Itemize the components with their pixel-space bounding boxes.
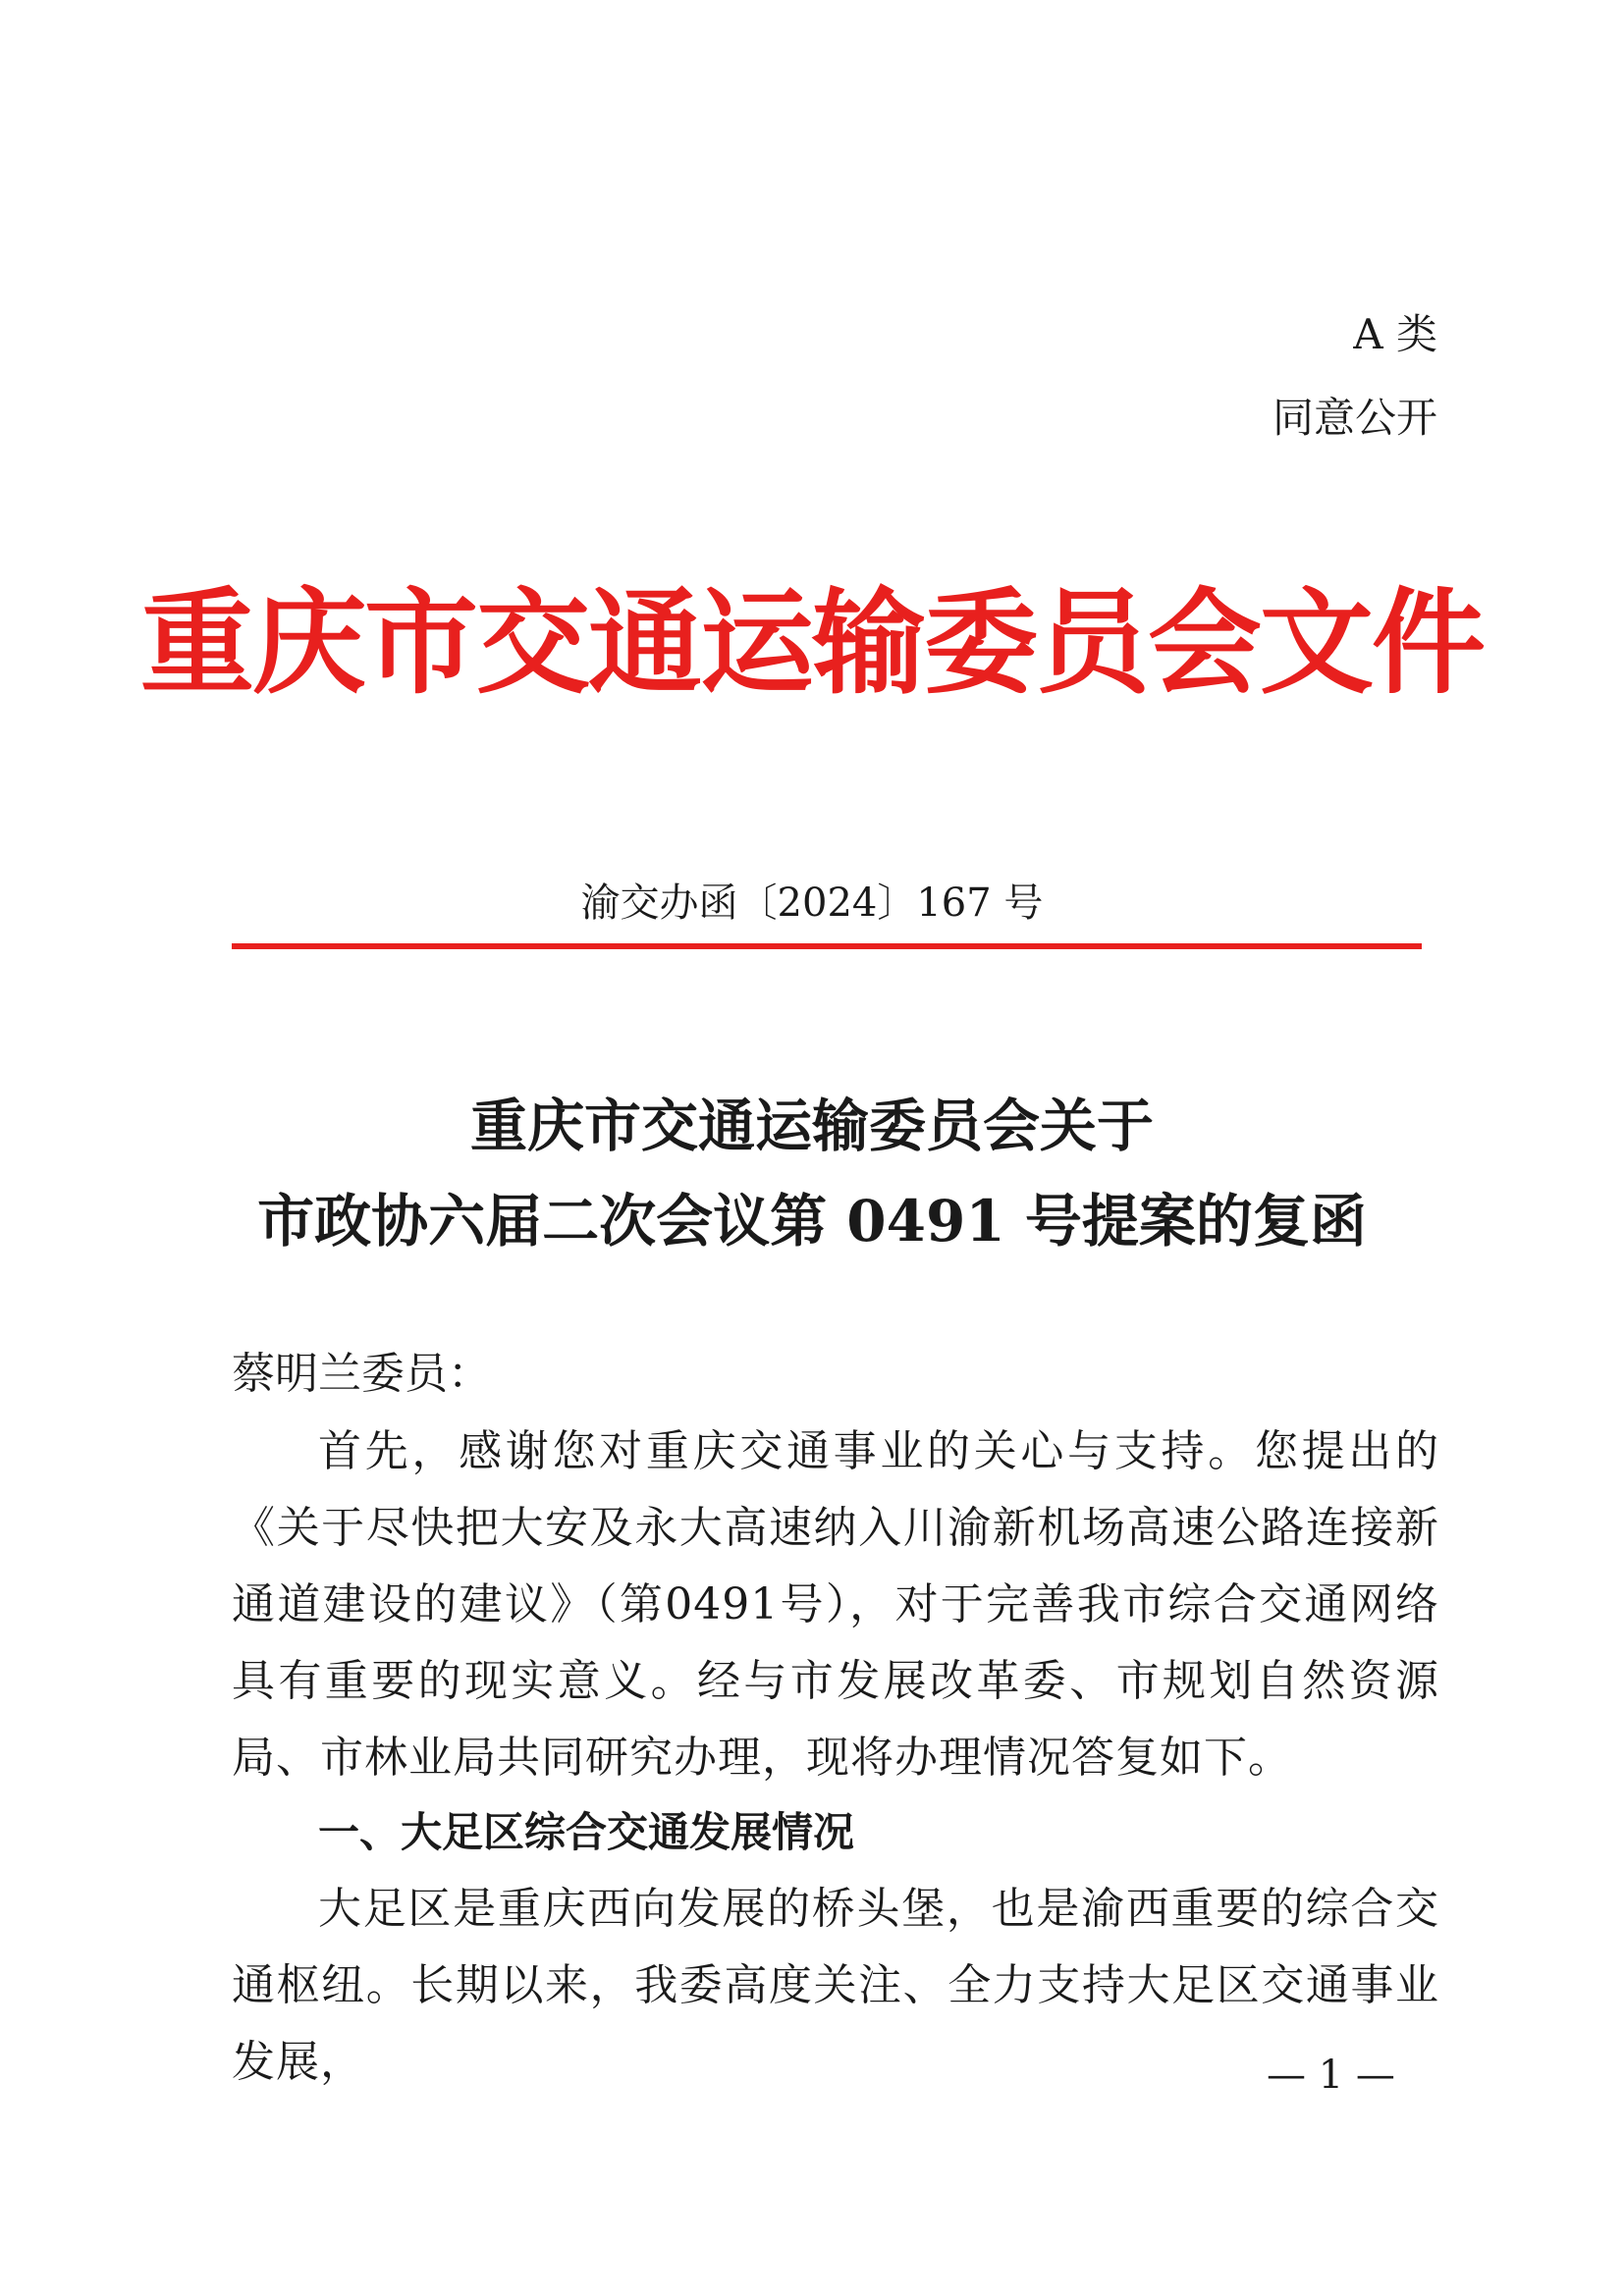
body-paragraph-section-1: 大足区是重庆西向发展的桥头堡，也是渝西重要的综合交通枢纽。长期以来，我委高度关注、全力支持大足区交通事业发展，: [232, 1884, 1439, 2087]
disclosure-label: 同意公开: [1272, 394, 1437, 442]
red-divider-line: [232, 943, 1422, 949]
document-number: 渝交办函〔2024〕167 号: [580, 881, 1044, 926]
masthead-title: 重庆市交通运输委员会文件: [140, 577, 1484, 710]
section-heading: 一、大足区综合交通发展情况: [318, 1808, 855, 1856]
document-title-line-1: 重庆市交通运输委员会关于: [469, 1093, 1154, 1159]
salutation: 蔡明兰委员：: [232, 1349, 491, 1399]
page-number: — 1 —: [1267, 2053, 1395, 2098]
document-title-line-2: 市政协六届二次会议第 0491 号提案的复函: [257, 1188, 1367, 1255]
body-paragraph-intro: 首先，感谢您对重庆交通事业的关心与支持。您提出的《关于尽快把大安及永大高速纳入川渝新机场高速公路连接新通道建设的建议》（第0491号），对于完善我市综合交通网络具有重要的现实意义。经与市发展改革委、市规划自然资源局、市林业局共同研究办理，现将办理情况答复如下。: [232, 1426, 1439, 1783]
classification-label: A 类: [1353, 310, 1437, 358]
